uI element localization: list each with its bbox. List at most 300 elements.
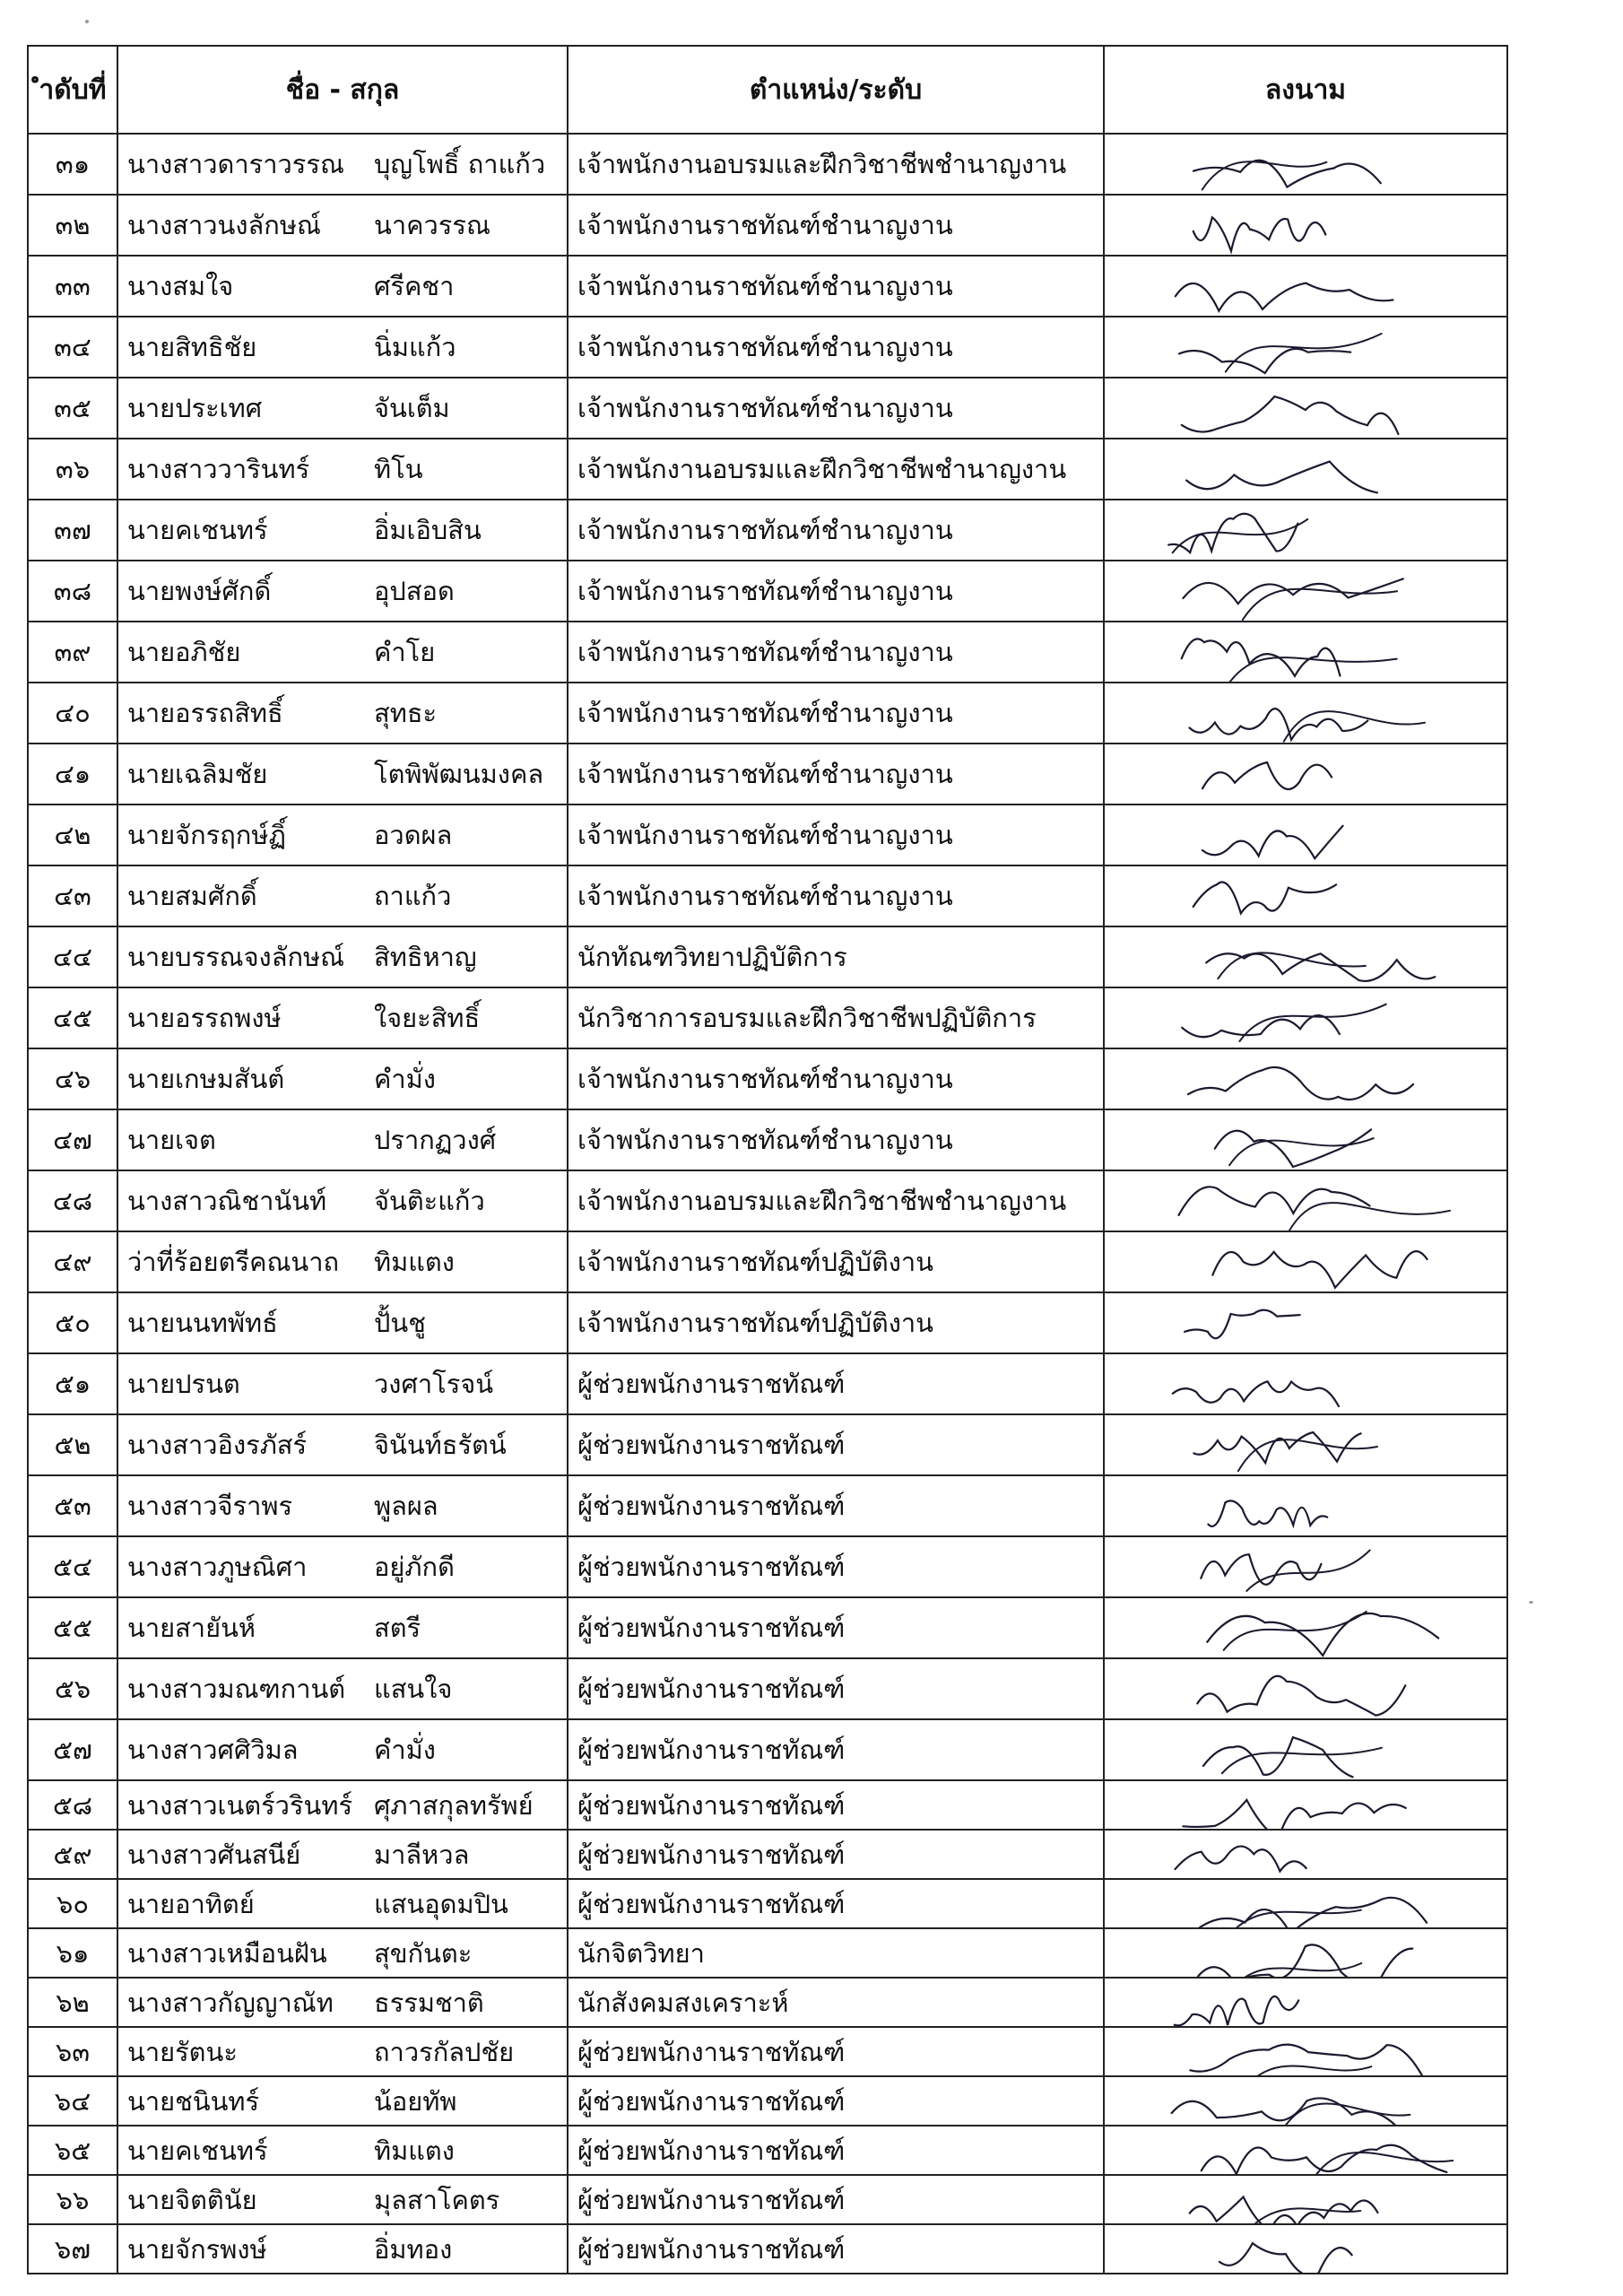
position-cell: ผู้ช่วยพนักงานราชทัณฑ์ [568,2175,1104,2224]
position-cell: ผู้ช่วยพนักงานราชทัณฑ์ [568,2126,1104,2175]
signature-cell [1104,317,1507,378]
row-number: ๖๕ [28,2126,117,2175]
last-name: จันเต็ม [374,393,450,423]
table-row [28,1109,1507,1170]
first-name: นางสาวเหมือนฝัน [127,1937,327,1969]
name-cell [117,1109,568,1170]
row-number: ๓๕ [28,378,117,439]
table-row [28,1597,1507,1658]
position-cell: ผู้ช่วยพนักงานราชทัณฑ์ [568,1414,1104,1475]
position-cell: นักสังคมสงเคราะห์ [568,1978,1104,2027]
table-row [28,2076,1507,2126]
table-row [28,134,1507,195]
row-number: ๔๐ [28,683,117,744]
last-name: สตรี [374,1613,421,1643]
row-number: ๕๖ [28,1658,117,1719]
signature-cell [1104,622,1507,683]
table-row [28,1830,1507,1879]
position-cell: เจ้าพนักงานอบรมและฝึกวิชาชีพชำนาญงาน [568,1170,1104,1231]
first-name: นายชนินทร์ [127,2085,260,2117]
position-cell: เจ้าพนักงานราชทัณฑ์ชำนาญงาน [568,561,1104,622]
row-number: ๔๖ [28,1048,117,1109]
position-cell: ผู้ช่วยพนักงานราชทัณฑ์ [568,1475,1104,1536]
first-name: นายปรนต [127,1369,240,1399]
name-cell [117,1658,568,1719]
name-cell [117,2027,568,2076]
name-cell [117,1928,568,1978]
last-name: ปรากฏวงศ์ [374,1125,497,1155]
table-row [28,1231,1507,1292]
signature-scribble [1105,1978,1506,2027]
signature-scribble [1105,926,1506,987]
first-name: นางสาวอิงรภัสร์ [127,1430,308,1460]
table-row [28,926,1507,987]
signature-cell [1104,2126,1507,2175]
signature-scribble [1105,256,1506,317]
table-row [28,500,1507,561]
signature-cell [1104,1231,1507,1292]
position-cell: เจ้าพนักงานราชทัณฑ์ชำนาญงาน [568,500,1104,561]
row-number: ๔๔ [28,926,117,987]
name-cell [117,1719,568,1780]
first-name: นายนนทพัทธ์ [127,1308,278,1338]
signature-cell [1104,1292,1507,1353]
signature-scribble [1105,1536,1506,1597]
first-name: นายจิตตินัย [127,2184,257,2215]
signature-scribble [1105,1597,1506,1658]
last-name: อุปสอด [374,576,455,606]
signature-cell [1104,378,1507,439]
first-name: นายคเชนทร์ [127,515,268,545]
name-cell [117,1170,568,1231]
last-name: ธรรมชาติ [374,1987,484,2018]
signature-cell [1104,1170,1507,1231]
position-cell: เจ้าพนักงานราชทัณฑ์ปฏิบัติงาน [568,1231,1104,1292]
row-number: ๔๑ [28,744,117,804]
name-cell [117,317,568,378]
first-name: นางสาวจีราพร [127,1491,293,1521]
name-cell [117,1292,568,1353]
table-row [28,1536,1507,1597]
last-name: ถาแก้ว [374,881,452,911]
last-name: ถาวรกัลปชัย [374,2036,515,2067]
table-row [28,744,1507,804]
table-row [28,1978,1507,2027]
row-number: ๔๕ [28,987,117,1048]
signature-cell [1104,500,1507,561]
signature-cell [1104,1353,1507,1414]
table-row [28,2175,1507,2224]
last-name: มุลสาโคตร [374,2184,500,2215]
last-name: บุญโพธิ์ ถาแก้ว [374,149,546,179]
row-number: ๔๓ [28,865,117,926]
first-name: นางสาวกัญญาณัท [127,1987,334,2018]
last-name: ปั้นชู [374,1308,426,1338]
row-number: ๕๔ [28,1536,117,1597]
table-row [28,865,1507,926]
first-name: นายอภิชัย [127,637,241,667]
signature-cell [1104,1928,1507,1978]
name-cell [117,622,568,683]
signature-cell [1104,2076,1507,2126]
signature-scribble [1105,500,1506,561]
name-cell [117,2076,568,2126]
table-row [28,1170,1507,1231]
position-cell: นักวิชาการอบรมและฝึกวิชาชีพปฏิบัติการ [568,987,1104,1048]
signature-scribble [1105,1170,1506,1231]
signature-cell [1104,1719,1507,1780]
first-name: นายสิทธิชัย [127,332,257,362]
position-cell: เจ้าพนักงานราชทัณฑ์ปฏิบัติงาน [568,1292,1104,1353]
name-cell [117,1414,568,1475]
first-name: นายพงษ์ศักดิ์ [127,576,272,606]
name-cell [117,134,568,195]
signature-scribble [1105,1928,1506,1978]
position-cell: เจ้าพนักงานอบรมและฝึกวิชาชีพชำนาญงาน [568,439,1104,500]
table-row [28,2126,1507,2175]
table-row [28,378,1507,439]
scan-speck [85,20,89,23]
row-number: ๓๘ [28,561,117,622]
row-number: ๓๒ [28,195,117,256]
signature-scribble [1105,1231,1506,1292]
position-cell: ผู้ช่วยพนักงานราชทัณฑ์ [568,2076,1104,2126]
header-position: ตำแหน่ง/ระดับ [568,46,1104,134]
signature-cell [1104,1414,1507,1475]
signature-cell [1104,1475,1507,1536]
signature-scribble [1105,622,1506,683]
signature-scribble [1105,561,1506,622]
row-number: ๓๗ [28,500,117,561]
signature-cell [1104,804,1507,865]
signature-cell [1104,1978,1507,2027]
last-name: แสนใจ [374,1674,453,1704]
signature-scribble [1105,378,1506,439]
first-name: นางสาวมณฑกานต์ [127,1674,346,1704]
signature-cell [1104,744,1507,804]
position-cell: ผู้ช่วยพนักงานราชทัณฑ์ [568,2027,1104,2076]
last-name: นาควรรณ [374,210,490,240]
last-name: วงศาโรจน์ [374,1369,494,1399]
name-cell [117,256,568,317]
name-cell [117,2126,568,2175]
last-name: สุทธะ [374,698,438,728]
first-name: นายสมศักดิ์ [127,881,257,911]
last-name: คำมั่ง [374,1735,436,1765]
signature-scribble [1105,1292,1506,1353]
last-name: อวดผล [374,820,453,850]
first-name: นายอาทิตย์ [127,1888,255,1919]
name-cell [117,378,568,439]
table-row [28,561,1507,622]
table-row [28,2224,1507,2274]
row-number: ๖๓ [28,2027,117,2076]
signature-cell [1104,683,1507,744]
position-cell: เจ้าพนักงานราชทัณฑ์ชำนาญงาน [568,865,1104,926]
name-cell [117,195,568,256]
first-name: นายประเทศ [127,393,263,423]
last-name: น้อยทัพ [374,2085,457,2117]
header-no: ำดับที่ [28,46,117,134]
position-cell: เจ้าพนักงานราชทัณฑ์ชำนาญงาน [568,622,1104,683]
row-number: ๕๒ [28,1414,117,1475]
last-name: พูลผล [374,1491,438,1521]
position-cell: เจ้าพนักงานอบรมและฝึกวิชาชีพชำนาญงาน [568,134,1104,195]
signature-scribble [1105,439,1506,500]
signature-scribble [1105,195,1506,256]
header-row [28,46,1507,134]
attendance-sheet [27,45,1506,2274]
signature-cell [1104,1830,1507,1879]
name-cell [117,1536,568,1597]
last-name: ทิมแตง [374,1247,455,1277]
name-cell [117,1978,568,2027]
first-name: นายอรรถพงษ์ [127,1003,282,1033]
table-row [28,439,1507,500]
signature-scribble [1105,683,1506,744]
last-name: นิ่มแก้ว [374,332,456,362]
row-number: ๓๔ [28,317,117,378]
position-cell: เจ้าพนักงานราชทัณฑ์ชำนาญงาน [568,804,1104,865]
table-row [28,1879,1507,1928]
position-cell: ผู้ช่วยพนักงานราชทัณฑ์ [568,1353,1104,1414]
row-number: ๓๑ [28,134,117,195]
name-cell [117,926,568,987]
signature-scribble [1105,2126,1506,2175]
table-row [28,1475,1507,1536]
first-name: นางสาวณิชานันท์ [127,1186,327,1216]
row-number: ๓๓ [28,256,117,317]
row-number: ๔๙ [28,1231,117,1292]
last-name: ทิมแตง [374,2135,455,2166]
first-name: นางสาววารินทร์ [127,454,310,484]
row-number: ๕๐ [28,1292,117,1353]
first-name: นางสาวศศิวิมล [127,1735,299,1765]
first-name: นางสมใจ [127,271,234,301]
scan-speck [1529,1601,1533,1604]
header-name: ชื่อ - สกุล [117,46,568,134]
header-signature: ลงนาม [1104,46,1507,134]
table-row [28,1048,1507,1109]
signature-cell [1104,926,1507,987]
position-cell: ผู้ช่วยพนักงานราชทัณฑ์ [568,1780,1104,1830]
first-name: นายบรรณจงลักษณ์ [127,942,345,972]
last-name: มาลีหวล [374,1839,470,1870]
table-row [28,1780,1507,1830]
signature-cell [1104,987,1507,1048]
table-row [28,683,1507,744]
first-name: นายเจต [127,1125,216,1155]
last-name: อยู่ภักดี [374,1552,455,1582]
position-cell: นักจิตวิทยา [568,1928,1104,1978]
last-name: คำมั่ง [374,1064,436,1094]
signature-scribble [1105,987,1506,1048]
signature-cell [1104,195,1507,256]
last-name: อิ่มทอง [374,2233,453,2265]
name-cell [117,1353,568,1414]
signature-scribble [1105,1109,1506,1170]
position-cell: ผู้ช่วยพนักงานราชทัณฑ์ [568,1719,1104,1780]
signature-scribble [1105,1780,1506,1830]
name-cell [117,804,568,865]
signature-scribble [1105,1414,1506,1475]
row-number: ๕๘ [28,1780,117,1830]
signature-scribble [1105,744,1506,804]
row-number: ๖๑ [28,1928,117,1978]
name-cell [117,1780,568,1830]
row-number: ๖๗ [28,2224,117,2274]
name-cell [117,1048,568,1109]
name-cell [117,683,568,744]
signature-cell [1104,865,1507,926]
signature-cell [1104,561,1507,622]
first-name: นายคเชนทร์ [127,2135,268,2166]
name-cell [117,1475,568,1536]
row-number: ๓๙ [28,622,117,683]
position-cell: ผู้ช่วยพนักงานราชทัณฑ์ [568,2224,1104,2274]
table-row [28,1414,1507,1475]
name-cell [117,439,568,500]
name-cell [117,1830,568,1879]
name-cell [117,500,568,561]
table-row [28,317,1507,378]
first-name: นายเฉลิมชัย [127,759,268,789]
position-cell: เจ้าพนักงานราชทัณฑ์ชำนาญงาน [568,256,1104,317]
signature-scribble [1105,1475,1506,1536]
last-name: จินันท์ธรัตน์ [374,1430,507,1460]
signature-scribble [1105,1830,1506,1879]
signature-cell [1104,1048,1507,1109]
signature-cell [1104,439,1507,500]
name-cell [117,2224,568,2274]
first-name: นายอรรถสิทธิ์ [127,698,283,728]
signature-scribble [1105,865,1506,926]
position-cell: เจ้าพนักงานราชทัณฑ์ชำนาญงาน [568,683,1104,744]
last-name: แสนอุดมปิน [374,1888,508,1919]
last-name: ศุภาสกุลทรัพย์ [374,1789,534,1821]
name-cell [117,2175,568,2224]
signature-scribble [1105,1048,1506,1109]
signature-scribble [1105,1879,1506,1928]
last-name: โตพิพัฒนมงคล [374,759,544,789]
last-name: คำโย [374,637,436,667]
name-cell [117,744,568,804]
row-number: ๔๒ [28,804,117,865]
row-number: ๖๐ [28,1879,117,1928]
position-cell: ผู้ช่วยพนักงานราชทัณฑ์ [568,1879,1104,1928]
first-name: นายจักรฤกษ์ฏิ์ [127,820,286,850]
signature-cell [1104,1109,1507,1170]
table-body [28,134,1507,2274]
first-name: นายรัตนะ [127,2036,238,2067]
table-row [28,256,1507,317]
position-cell: เจ้าพนักงานราชทัณฑ์ชำนาญงาน [568,317,1104,378]
row-number: ๖๒ [28,1978,117,2027]
position-cell: เจ้าพนักงานราชทัณฑ์ชำนาญงาน [568,744,1104,804]
row-number: ๖๖ [28,2175,117,2224]
row-number: ๕๓ [28,1475,117,1536]
signature-cell [1104,256,1507,317]
row-number: ๔๗ [28,1109,117,1170]
first-name: นางสาวนงลักษณ์ [127,210,321,240]
position-cell: ผู้ช่วยพนักงานราชทัณฑ์ [568,1597,1104,1658]
last-name: สุขกันตะ [374,1937,473,1969]
position-cell: นักทัณฑวิทยาปฏิบัติการ [568,926,1104,987]
last-name: สิทธิหาญ [374,942,477,972]
last-name: อิ่มเอิบสิน [374,515,482,545]
signature-scribble [1105,2175,1506,2224]
signature-scribble [1105,134,1506,195]
row-number: ๖๔ [28,2076,117,2126]
signature-cell [1104,1658,1507,1719]
first-name: นายสายันห์ [127,1613,256,1643]
first-name: นายเกษมสันต์ [127,1064,285,1094]
table-row [28,1719,1507,1780]
signature-cell [1104,1879,1507,1928]
table-row [28,1928,1507,1978]
position-cell: เจ้าพนักงานราชทัณฑ์ชำนาญงาน [568,1109,1104,1170]
position-cell: ผู้ช่วยพนักงานราชทัณฑ์ [568,1830,1104,1879]
table-row [28,1658,1507,1719]
signature-cell [1104,1536,1507,1597]
position-cell: เจ้าพนักงานราชทัณฑ์ชำนาญงาน [568,195,1104,256]
position-cell: ผู้ช่วยพนักงานราชทัณฑ์ [568,1536,1104,1597]
row-number: ๕๙ [28,1830,117,1879]
first-name: นางสาวเนตร์วรินทร์ [127,1789,353,1821]
signature-scribble [1105,804,1506,865]
position-cell: เจ้าพนักงานราชทัณฑ์ชำนาญงาน [568,378,1104,439]
first-name: นางสาวดาราวรรณ [127,149,344,179]
signature-scribble [1105,2027,1506,2076]
name-cell [117,1231,568,1292]
position-cell: เจ้าพนักงานราชทัณฑ์ชำนาญงาน [568,1048,1104,1109]
row-number: ๓๖ [28,439,117,500]
attendance-table [27,45,1508,2274]
last-name: ใจยะสิทธิ์ [374,1003,481,1033]
table-row [28,2027,1507,2076]
name-cell [117,1597,568,1658]
signature-cell [1104,2224,1507,2274]
table-row [28,195,1507,256]
first-name: นางสาวภูษณิศา [127,1552,308,1582]
name-cell [117,865,568,926]
signature-scribble [1105,2224,1506,2274]
table-row [28,622,1507,683]
signature-scribble [1105,317,1506,378]
table-row [28,987,1507,1048]
signature-cell [1104,2027,1507,2076]
signature-scribble [1105,2076,1506,2126]
signature-scribble [1105,1353,1506,1414]
signature-cell [1104,1597,1507,1658]
position-cell: ผู้ช่วยพนักงานราชทัณฑ์ [568,1658,1104,1719]
signature-cell [1104,1780,1507,1830]
row-number: ๕๕ [28,1597,117,1658]
row-number: ๕๑ [28,1353,117,1414]
table-row [28,804,1507,865]
table-row [28,1292,1507,1353]
signature-cell [1104,134,1507,195]
first-name: นางสาวศันสนีย์ [127,1839,301,1870]
first-name: นายจักรพงษ์ [127,2233,267,2265]
name-cell [117,987,568,1048]
first-name: ว่าที่ร้อยตรีคณนาถ [127,1247,340,1277]
table-row [28,1353,1507,1414]
signature-cell [1104,2175,1507,2224]
last-name: ศรีคชา [374,271,455,301]
last-name: ทิโน [374,454,423,484]
name-cell [117,1879,568,1928]
